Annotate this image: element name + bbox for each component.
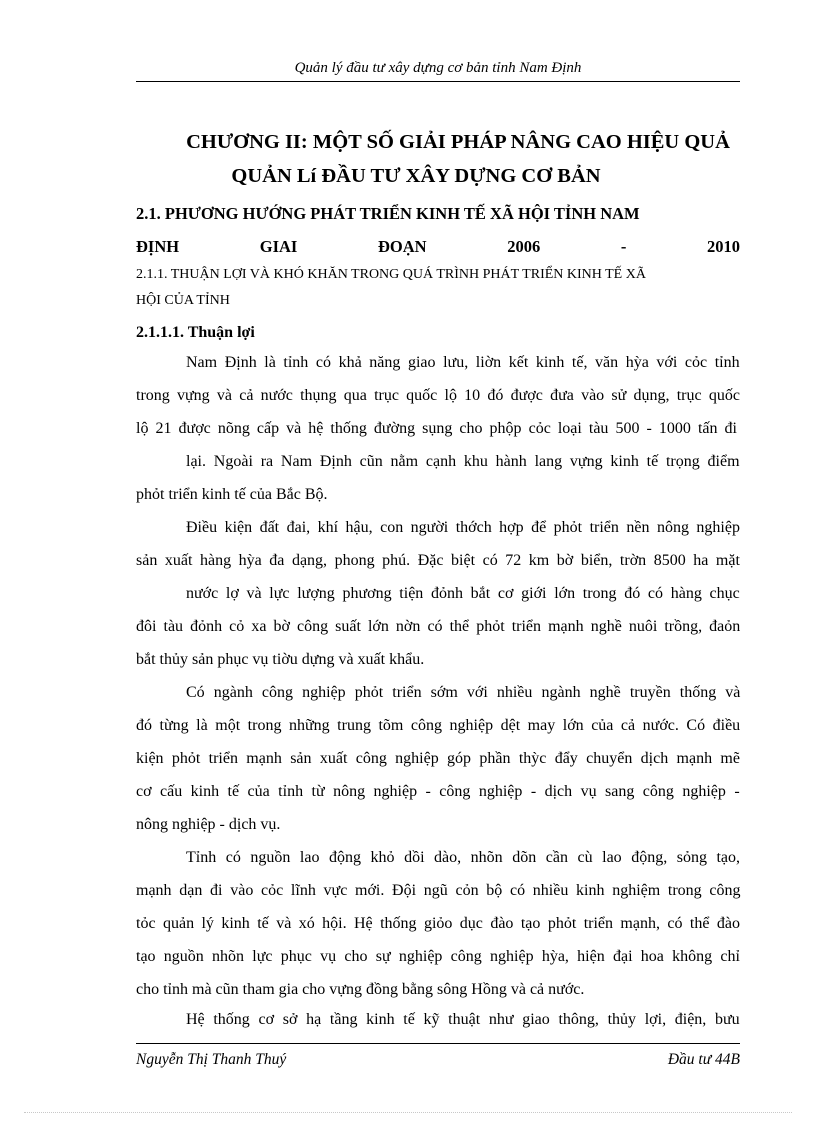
body-line: mạnh dạn đi vào cỏc lĩnh vực mới. Đội ngũ cỏn bộ có nhiều kinh nghiệm trong công — [136, 882, 741, 899]
body-line: bắt thủy sản phục vụ tiờu dựng và xuất khẩu. — [136, 651, 425, 668]
subsection-heading-line-1: 2.1.1. THUẬN LỢI VÀ KHÓ KHĂN TRONG QUÁ TRÌNH PHÁT TRIỂN KINH TẾ XÃ — [136, 267, 646, 282]
body-line: sản xuất hàng hỳa đa dạng, phong phú. Đặc biệt có 72 km bờ biển, trờn 8500 ha mặt — [136, 552, 740, 569]
section-word: - — [620, 237, 627, 256]
running-header: Quản lý đầu tư xây dựng cơ bản tỉnh Nam Định — [294, 60, 582, 76]
subsection-heading-line-2: HỘI CỦA TỈNH — [136, 293, 230, 308]
body-line: nông nghiệp - dịch vụ. — [136, 816, 281, 833]
body-line: Có ngành công nghiệp phỏt triển sớm với nhiều ngành nghề truyền thống và — [186, 684, 741, 701]
body-line: lại. Ngoài ra Nam Định cũn nằm cạnh khu hành lang vựng kinh tế trọng điểm — [186, 453, 740, 470]
body-line: Điều kiện đất đai, khí hậu, con người thớch hợp để phỏt triển nền nông nghiệp — [186, 519, 740, 536]
section-word: ĐỊNH — [136, 237, 180, 256]
body-line: kiện phỏt triển mạnh sản xuất công nghiệp góp phần thỳc đẩy chuyển dịch mạnh mẽ — [136, 750, 740, 767]
body-line: lộ 21 được nõng cấp và hệ thống đường sụng cho phộp cỏc loại tàu 500 - 1000 tấn đi — [136, 420, 738, 437]
body-line: cho tỉnh mà cũn tham gia cho vựng đồng bằng sông Hồng và cả nước. — [136, 981, 585, 998]
header-rule — [136, 81, 740, 82]
section-word: ĐOẠN — [377, 237, 427, 256]
body-line: Hệ thống cơ sở hạ tầng kinh tế kỹ thuật như giao thông, thủy lợi, điện, bưu — [186, 1011, 740, 1028]
body-line: đôi tàu đỏnh cỏ xa bờ công suất lớn nờn có thể phỏt triển mạnh nghề nuôi trồng, đaỏn — [136, 618, 741, 635]
subsubsection-heading: 2.1.1.1. Thuận lợi — [136, 324, 255, 341]
body-line: trong vựng và cả nước thụng qua trục quốc lộ 10 đó được đưa vào sử dụng, trục quốc — [136, 387, 740, 404]
footer-class: Đầu tư 44B — [667, 1051, 740, 1068]
body-line: cơ cấu kinh tế của tỉnh từ nông nghiệp - công nghiệp - dịch vụ sang công nghiệp - — [136, 783, 740, 800]
body-line: Nam Định là tỉnh có khả năng giao lưu, liờn kết kinh tế, văn hỳa với cỏc tỉnh — [186, 354, 740, 371]
section-word: GIAI — [259, 237, 298, 256]
footer-rule — [136, 1043, 740, 1044]
chapter-title-line-2: QUẢN Lí ĐẦU TƯ XÂY DỰNG CƠ BẢN — [231, 165, 601, 187]
section-word: 2010 — [706, 237, 740, 256]
body-line: nước lợ và lực lượng phương tiện đỏnh bắt cơ giới lớn trong đó có hàng chục — [186, 585, 740, 602]
body-line: đó từng là một trong những trung tõm công nghiệp dệt may lớn của cả nước. Có điều — [136, 717, 741, 734]
section-word: 2006 — [507, 237, 541, 256]
page-bottom-dotted-line — [24, 1112, 792, 1113]
body-line: Tỉnh có nguồn lao động khỏ dồi dào, nhõn dõn cần cù lao động, sỏng tạo, — [186, 849, 741, 866]
body-line: tỏc quản lý kinh tế và xó hội. Hệ thống giỏo dục đào tạo phỏt triển mạnh, có thể đào — [136, 915, 740, 932]
section-heading-line-1: 2.1. PHƯƠNG HƯỚNG PHÁT TRIỂN KINH TẾ XÃ HỘI TỈNH NAM — [136, 204, 640, 223]
body-line: tạo nguồn nhõn lực phục vụ cho sự nghiệp công nghiệp hỳa, hiện đại hoa không chỉ — [136, 948, 740, 965]
footer-author: Nguyễn Thị Thanh Thuý — [136, 1051, 287, 1068]
body-line: phỏt triển kinh tế của Bắc Bộ. — [136, 486, 328, 503]
section-heading-line-2 — [136, 236, 740, 258]
chapter-title-line-1: CHƯƠNG II: MỘT SỐ GIẢI PHÁP NÂNG CAO HIỆU QUẢ — [186, 131, 730, 153]
